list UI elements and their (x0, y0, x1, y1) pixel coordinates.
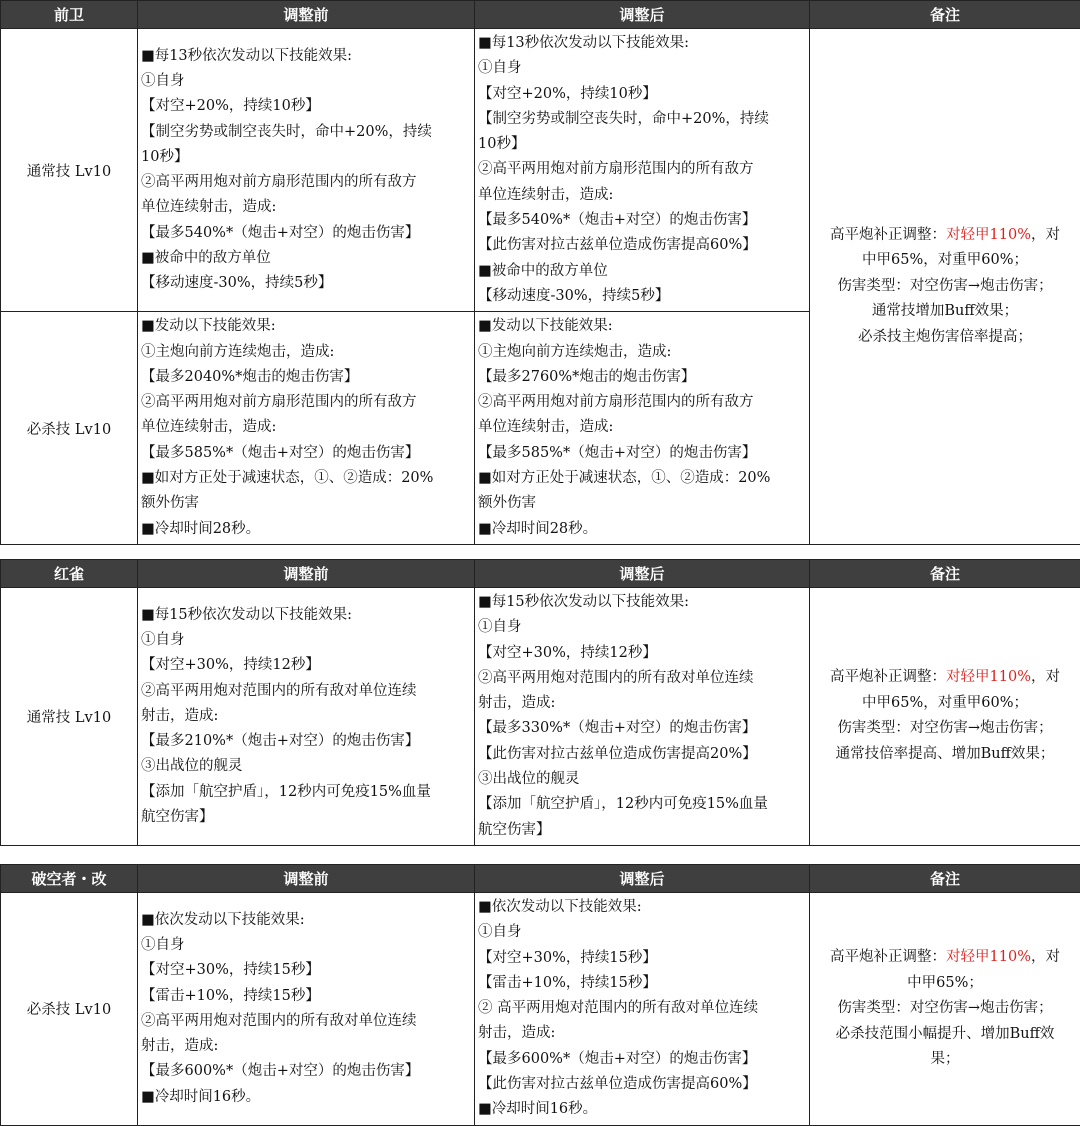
text-line: ①自身 (141, 628, 471, 653)
notes-cell (810, 29, 1080, 545)
text-line: 航空伤害】 (141, 805, 471, 830)
text-line: ■被命中的敌方单位 (478, 259, 806, 284)
note-line: 高平炮补正调整： (830, 669, 946, 685)
table-header-row (1, 560, 1080, 588)
table-header-row (1, 1, 1080, 29)
text-line: 【对空+20%，持续10秒】 (478, 82, 806, 107)
note-line: 伤害类型：对空伤害→炮击伤害； (837, 1000, 1052, 1016)
text-line: 【最多540%*（炮击+对空）的炮击伤害】 (141, 221, 471, 246)
text-line: 【最多585%*（炮击+对空）的炮击伤害】 (141, 441, 471, 466)
header-notes: 备注 (810, 560, 1080, 588)
text-line: ①主炮向前方连续炮击，造成: (478, 340, 806, 365)
text-line: ②高平两用炮对范围内的所有敌对单位连续 (141, 679, 471, 704)
text-line: 【制空劣势或制空丧失时，命中+20%，持续 (478, 107, 806, 132)
text-line: 【此伤害对拉古兹单位造成伤害提高20%】 (478, 742, 806, 767)
text-line: 【对空+20%，持续10秒】 (141, 94, 471, 119)
text-line: ①主炮向前方连续炮击，造成: (141, 340, 471, 365)
note-line: ，对 (1031, 227, 1060, 243)
text-line: 【对空+30%，持续12秒】 (141, 653, 471, 678)
text-line: ②高平两用炮对前方扇形范围内的所有敌方 (478, 157, 806, 182)
skill-name-cell: 通常技 Lv10 (1, 29, 138, 312)
text-line: ①自身 (141, 69, 471, 94)
text-line: 额外伤害 (478, 491, 806, 516)
text-line: 【对空+30%，持续12秒】 (478, 641, 806, 666)
text-line: 【最多600%*（炮击+对空）的炮击伤害】 (478, 1047, 806, 1072)
note-line: 中甲65%，对重甲60%； (862, 252, 1028, 268)
header-notes: 备注 (810, 1, 1080, 29)
text-line: 【对空+30%，持续15秒】 (478, 946, 806, 971)
text-line: 【此伤害对拉古兹单位造成伤害提高60%】 (478, 1072, 806, 1097)
adjustment-table-pokongzhe (0, 864, 1080, 1126)
text-line: 【此伤害对拉古兹单位造成伤害提高60%】 (478, 233, 806, 258)
text-line: ①自身 (141, 933, 471, 958)
text-line: 额外伤害 (141, 491, 471, 516)
text-line: 【最多330%*（炮击+对空）的炮击伤害】 (478, 716, 806, 741)
text-line: 【最多600%*（炮击+对空）的炮击伤害】 (141, 1059, 471, 1084)
notes-cell (810, 893, 1080, 1126)
text-line: ②高平两用炮对前方扇形范围内的所有敌方 (141, 170, 471, 195)
text-line: ■冷却时间28秒。 (478, 517, 806, 542)
text-line: 单位连续射击，造成: (141, 195, 471, 220)
text-line: 射击，造成: (141, 704, 471, 729)
text-line: 【最多2040%*炮击的炮击伤害】 (141, 365, 471, 390)
note-line: 通常技增加Buff效果； (872, 303, 1018, 319)
adjustment-table-qianwei (0, 0, 1080, 545)
text-line: ③出战位的舰灵 (141, 754, 471, 779)
after-cell (475, 29, 810, 312)
skill-name-cell: 通常技 Lv10 (1, 588, 138, 846)
text-line: ②高平两用炮对前方扇形范围内的所有敌方 (478, 390, 806, 415)
note-line: 必杀技主炮伤害倍率提高； (858, 329, 1032, 345)
text-line: 射击，造成: (141, 1034, 471, 1059)
text-line: ③出战位的舰灵 (478, 767, 806, 792)
text-line: ■每15秒依次发动以下技能效果: (478, 590, 806, 615)
text-line: 【最多540%*（炮击+对空）的炮击伤害】 (478, 208, 806, 233)
header-before: 调整前 (138, 560, 475, 588)
header-ship-name: 前卫 (1, 1, 138, 29)
note-highlight: 对轻甲110% (946, 949, 1031, 965)
text-line: 10秒】 (478, 132, 806, 157)
header-before: 调整前 (138, 1, 475, 29)
text-line: ■依次发动以下技能效果: (141, 908, 471, 933)
text-line: 射击，造成: (478, 1021, 806, 1046)
note-line: 伤害类型：对空伤害→炮击伤害； (837, 720, 1052, 736)
header-ship-name: 破空者・改 (1, 865, 138, 893)
text-line: 【添加「航空护盾」，12秒内可免疫15%血量 (478, 792, 806, 817)
table-row (1, 893, 1080, 1126)
header-ship-name: 红雀 (1, 560, 138, 588)
adjustment-table-hongque (0, 559, 1080, 846)
table-row (1, 29, 1080, 312)
text-line: ②高平两用炮对范围内的所有敌对单位连续 (141, 1009, 471, 1034)
text-line: 航空伤害】 (478, 818, 806, 843)
note-line: 中甲65%，对重甲60%； (862, 695, 1028, 711)
text-line: ②高平两用炮对前方扇形范围内的所有敌方 (141, 390, 471, 415)
after-cell (475, 893, 810, 1126)
text-line: ■发动以下技能效果: (478, 314, 806, 339)
before-cell (138, 29, 475, 312)
skill-name-cell: 必杀技 Lv10 (1, 312, 138, 545)
text-line: ② 高平两用炮对范围内的所有敌对单位连续 (478, 996, 806, 1021)
header-after: 调整后 (475, 1, 810, 29)
before-cell (138, 893, 475, 1126)
text-line: 【最多2760%*炮击的炮击伤害】 (478, 365, 806, 390)
text-line: ■冷却时间28秒。 (141, 517, 471, 542)
table-header-row (1, 865, 1080, 893)
text-line: ■每13秒依次发动以下技能效果: (478, 31, 806, 56)
text-line: 单位连续射击，造成: (478, 183, 806, 208)
note-line: 通常技倍率提高、增加Buff效果； (836, 746, 1055, 762)
note-line: 伤害类型：对空伤害→炮击伤害； (837, 278, 1052, 294)
after-cell (475, 588, 810, 846)
table-row (1, 588, 1080, 846)
before-cell (138, 588, 475, 846)
text-line: 射击，造成: (478, 691, 806, 716)
text-line: ■被命中的敌方单位 (141, 246, 471, 271)
note-line: 高平炮补正调整： (830, 227, 946, 243)
text-line: 【对空+30%，持续15秒】 (141, 958, 471, 983)
text-line: 单位连续射击，造成: (141, 415, 471, 440)
notes-cell (810, 588, 1080, 846)
text-line: 【移动速度-30%，持续5秒】 (478, 284, 806, 309)
text-line: 【添加「航空护盾」，12秒内可免疫15%血量 (141, 780, 471, 805)
header-after: 调整后 (475, 865, 810, 893)
note-highlight: 对轻甲110% (946, 669, 1031, 685)
text-line: 【最多210%*（炮击+对空）的炮击伤害】 (141, 729, 471, 754)
text-line: ■发动以下技能效果: (141, 314, 471, 339)
header-before: 调整前 (138, 865, 475, 893)
text-line: ②高平两用炮对范围内的所有敌对单位连续 (478, 666, 806, 691)
text-line: 单位连续射击，造成: (478, 415, 806, 440)
text-line: ①自身 (478, 920, 806, 945)
text-line: ■冷却时间16秒。 (478, 1097, 806, 1122)
text-line: ■依次发动以下技能效果: (478, 895, 806, 920)
text-line: 【制空劣势或制空丧失时，命中+20%，持续 (141, 120, 471, 145)
skill-name-cell: 必杀技 Lv10 (1, 893, 138, 1126)
header-after: 调整后 (475, 560, 810, 588)
text-line: 【最多585%*（炮击+对空）的炮击伤害】 (478, 441, 806, 466)
text-line: ■冷却时间16秒。 (141, 1085, 471, 1110)
text-line: ①自身 (478, 56, 806, 81)
note-highlight: 对轻甲110% (946, 227, 1031, 243)
text-line: ■如对方正处于减速状态，①、②造成：20% (141, 466, 471, 491)
note-line: ，对 (1031, 949, 1060, 965)
note-line: 高平炮补正调整： (830, 949, 946, 965)
before-cell (138, 312, 475, 545)
after-cell (475, 312, 810, 545)
text-line: ①自身 (478, 615, 806, 640)
text-line: 10秒】 (141, 145, 471, 170)
text-line: 【移动速度-30%，持续5秒】 (141, 271, 471, 296)
text-line: 【雷击+10%，持续15秒】 (141, 984, 471, 1009)
text-line: 【雷击+10%，持续15秒】 (478, 971, 806, 996)
text-line: ■如对方正处于减速状态，①、②造成：20% (478, 466, 806, 491)
text-line: ■每15秒依次发动以下技能效果: (141, 603, 471, 628)
note-line: 必杀技范围小幅提升、增加Buff效 (836, 1026, 1055, 1042)
note-line: 中甲65%； (907, 975, 983, 991)
text-line: ■每13秒依次发动以下技能效果: (141, 44, 471, 69)
note-line: ，对 (1031, 669, 1060, 685)
note-line: 果； (931, 1051, 960, 1067)
header-notes: 备注 (810, 865, 1080, 893)
